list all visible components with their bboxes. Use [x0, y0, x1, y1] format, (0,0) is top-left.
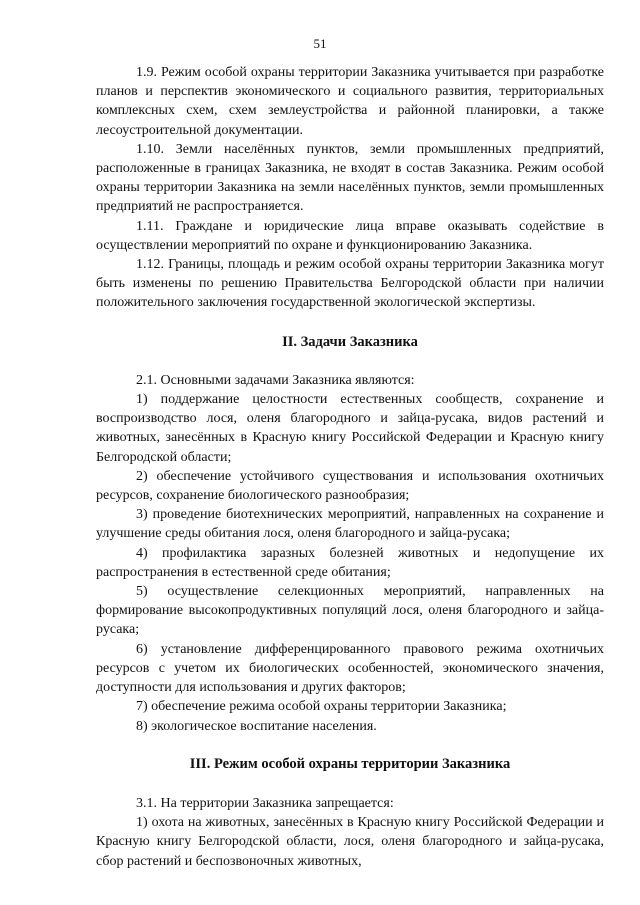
- task-item-1: 1) поддержание целостности естественных сообществ, сохранение и воспроизводство лося, оленя благородного и зайца-русака, видов растений и животных, занесённых в Красную книгу Российской Федерации и Красную книгу Белгородской области;: [96, 392, 604, 465]
- document-body: [96, 63, 604, 871]
- task-item-2: 2) обеспечение устойчивого существования и использования охотничьих ресурсов, сохранение биологического разнообразия;: [96, 468, 604, 504]
- section-heading-protection-regime: III. Режим особой охраны территории Заказника: [189, 755, 511, 772]
- section-heading-tasks: II. Задачи Заказника: [282, 333, 418, 350]
- page-number: 51: [313, 36, 327, 51]
- clause-2-1: 2.1. Основными задачами Заказника являются:: [136, 372, 415, 388]
- prohibition-item-1: 1) охота на животных, занесённых в Красную книгу Российской Федерации и Красную книгу Белгородской области, лося, оленя благородного и зайца-русака, сбор растений и беспозвоночных животных,: [96, 815, 604, 869]
- task-item-6: 6) установление дифференцированного правового режима охотничьих ресурсов с учетом их биологических особенностей, экономического значения, доступности для использования и других факторов;: [96, 641, 604, 696]
- task-item-4: 4) профилактика заразных болезней животных и недопущение их распространения в естественной среде обитания;: [96, 545, 604, 580]
- task-item-5: 5) осуществление селекционных мероприятий, направленных на формирование высокопродуктивных популяций лося, оленя благородного и зайца-русака;: [96, 584, 604, 638]
- clause-1-9: 1.9. Режим особой охраны территории Заказника учитывается при разработке планов и перспектив экономического и социального развития, территориальных комплексных схем, схем землеустройства и районной планировки, а также лесоустроительной документации.: [96, 65, 604, 138]
- task-item-8: 8) экологическое воспитание населения.: [136, 718, 377, 734]
- clause-1-11: 1.11. Граждане и юридические лица вправе оказывать содействие в осуществлении мероприятий по охране и функционированию Заказника.: [96, 218, 604, 253]
- clause-1-12: 1.12. Границы, площадь и режим особой охраны территории Заказника могут быть изменены по решению Правительства Белгородской области при наличии положительного заключения государственной экологической экспертизы.: [96, 257, 604, 311]
- task-item-3: 3) проведение биотехнических мероприятий, направленных на сохранение и улучшение среды обитания лося, оленя благородного и зайца-русака;: [96, 507, 604, 542]
- clause-3-1: 3.1. На территории Заказника запрещается:: [136, 795, 394, 811]
- clause-1-10: 1.10. Земли населённых пунктов, земли промышленных предприятий, расположенные в границах Заказника, не входят в состав Заказника. Режим особой охраны территории Заказника на земли населённых пунктов, земли промышленных предприятий не распространяется.: [96, 141, 604, 215]
- task-item-7: 7) обеспечение режима особой охраны территории Заказника;: [136, 699, 507, 715]
